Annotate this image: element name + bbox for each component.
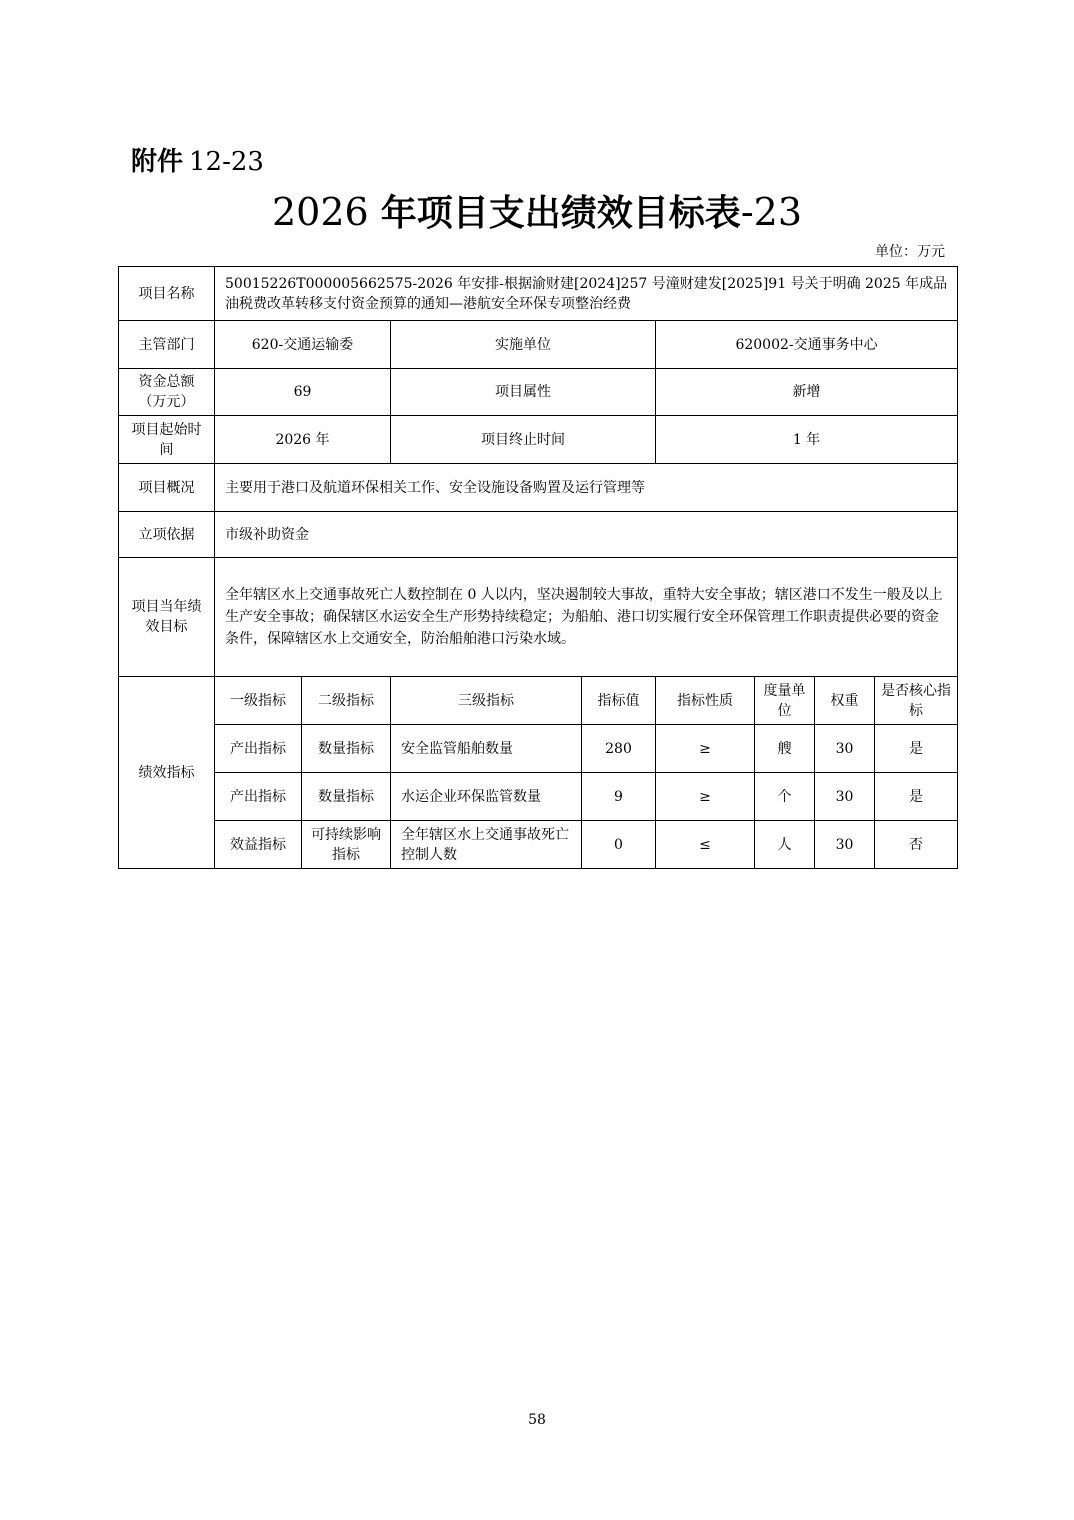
unit-cell: 人 xyxy=(755,821,815,869)
nature-cell: ≥ xyxy=(656,773,755,821)
level3-cell: 全年辖区水上交通事故死亡控制人数 xyxy=(391,821,582,869)
header-unit: 度量单位 xyxy=(755,677,815,725)
overview-label: 项目概况 xyxy=(119,464,215,512)
header-weight: 权重 xyxy=(815,677,875,725)
header-value: 指标值 xyxy=(582,677,656,725)
level3-cell: 水运企业环保监管数量 xyxy=(391,773,582,821)
project-name-label: 项目名称 xyxy=(119,267,215,321)
unit-label: 单位：万元 xyxy=(875,244,945,260)
attr-value: 新增 xyxy=(656,369,958,416)
header-level1: 一级指标 xyxy=(215,677,302,725)
header-level2: 二级指标 xyxy=(302,677,391,725)
basis-label: 立项依据 xyxy=(119,512,215,558)
indicators-section-label: 绩效指标 xyxy=(119,677,215,869)
row-goal xyxy=(119,558,958,677)
goal-value: 全年辖区水上交通事故死亡人数控制在 0 人以内，坚决遏制较大事故，重特大安全事故；辖区港口不发生一般及以上生产安全事故；确保辖区水运安全生产形势持续稳定；为船舶、港口切实履行安全环保管理工作职责提供必要的资金条件，保障辖区水上交通安全，防治船舶港口污染水域。 xyxy=(215,558,958,677)
unit-cell: 艘 xyxy=(755,725,815,773)
attachment-word: 附件 xyxy=(131,147,184,177)
unit-cell: 个 xyxy=(755,773,815,821)
performance-table xyxy=(118,266,958,869)
table-row xyxy=(119,821,958,869)
weight-cell: 30 xyxy=(815,821,875,869)
core-cell: 是 xyxy=(875,725,958,773)
row-overview xyxy=(119,464,958,512)
dept-label: 主管部门 xyxy=(119,321,215,369)
indicator-header-row xyxy=(119,677,958,725)
nature-cell: ≥ xyxy=(656,725,755,773)
title-text: 年项目支出绩效目标表 xyxy=(380,193,741,234)
level3-cell: 安全监管船舶数量 xyxy=(391,725,582,773)
row-basis xyxy=(119,512,958,558)
attr-label: 项目属性 xyxy=(391,369,656,416)
core-cell: 否 xyxy=(875,821,958,869)
table-row xyxy=(119,773,958,821)
weight-cell: 30 xyxy=(815,773,875,821)
goal-label: 项目当年绩效目标 xyxy=(119,558,215,677)
impl-label: 实施单位 xyxy=(391,321,656,369)
row-department xyxy=(119,321,958,369)
title-year: 2026 xyxy=(271,190,369,234)
end-value: 1 年 xyxy=(656,416,958,464)
impl-value: 620002-交通事务中心 xyxy=(656,321,958,369)
header-nature: 指标性质 xyxy=(656,677,755,725)
title-suffix: -23 xyxy=(740,190,803,234)
attachment-label xyxy=(131,146,264,178)
start-value: 2026 年 xyxy=(215,416,391,464)
project-name-value: 50015226T000005662575-2026 年安排-根据渝财建[2024]257 号潼财建发[2025]91 号关于明确 2025 年成品油税费改革转移支付资金预算的通知—港航安全环保专项整治经费 xyxy=(215,267,958,321)
row-fund xyxy=(119,369,958,416)
level1-cell: 产出指标 xyxy=(215,773,302,821)
header-level3: 三级指标 xyxy=(391,677,582,725)
header-core: 是否核心指标 xyxy=(875,677,958,725)
nature-cell: ≤ xyxy=(656,821,755,869)
value-cell: 280 xyxy=(582,725,656,773)
level2-cell: 可持续影响指标 xyxy=(302,821,391,869)
start-label: 项目起始时间 xyxy=(119,416,215,464)
end-label: 项目终止时间 xyxy=(391,416,656,464)
core-cell: 是 xyxy=(875,773,958,821)
attachment-number: 12-23 xyxy=(189,147,264,177)
level1-cell: 效益指标 xyxy=(215,821,302,869)
row-project-name xyxy=(119,267,958,321)
weight-cell: 30 xyxy=(815,725,875,773)
row-time xyxy=(119,416,958,464)
level2-cell: 数量指标 xyxy=(302,773,391,821)
page-number: 58 xyxy=(528,1412,546,1428)
basis-value: 市级补助资金 xyxy=(215,512,958,558)
value-cell: 0 xyxy=(582,821,656,869)
table-row xyxy=(119,725,958,773)
overview-value: 主要用于港口及航道环保相关工作、安全设施设备购置及运行管理等 xyxy=(215,464,958,512)
level2-cell: 数量指标 xyxy=(302,725,391,773)
fund-value: 69 xyxy=(215,369,391,416)
dept-value: 620-交通运输委 xyxy=(215,321,391,369)
value-cell: 9 xyxy=(582,773,656,821)
page-title xyxy=(0,188,1074,238)
fund-label: 资金总额（万元） xyxy=(119,369,215,416)
level1-cell: 产出指标 xyxy=(215,725,302,773)
